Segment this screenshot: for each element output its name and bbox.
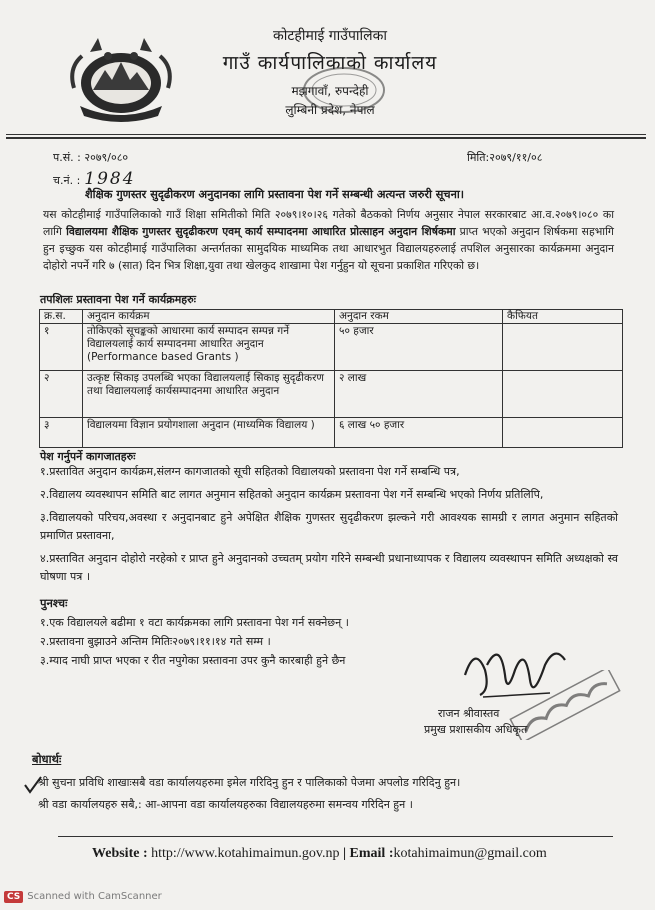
notice-subject: शैक्षिक गुणस्तर सुदृढीकरण अनुदानका लागि प्रस्तावना पेश गर्ने सम्बन्धी अत्यन्त जरुरी सूचना। xyxy=(85,188,465,201)
column-header: कैफियत xyxy=(503,310,623,324)
cc-list xyxy=(38,772,628,816)
letter-date: मिति:२०७९/११/०८ xyxy=(467,151,543,164)
column-header: क्र.स. xyxy=(40,310,83,324)
documents-list xyxy=(40,463,618,591)
cell-amount: २ लाख xyxy=(335,371,503,418)
signatory-title: प्रमुख प्रशासकीय अधिकृत xyxy=(424,723,528,736)
notice-body: यस कोटहीमाई गाउँपालिकाको गाउँ शिक्षा समितीको मिति २०७९।१०।२६ गतेको बैठकको निर्णय अनुसार नेपाल सरकारबाट आ.व.२०७९।०८० का लागि विद्यालयमा शैक्षिक गुणस्तर सुदृढीकरण एवम् कार्य सम्पादनमा आधारित प्रोत्साहन अनुदान शिर्षकमा प्राप्त भएको अनुदान शिर्षकमा सहभागि हुन इच्छुक यस कोटहीमाई गाउँपालिका अन्तर्गतका सामुदयिक माध्यमिक तथा आधारभुत विद्यालयहरुलाई तपशिल अनुसारका कार्यक्रममा अनुदान दोहोरो नपर्ने गरि ७ (सात) दिन भित्र शिक्षा,युवा तथा खेलकुद शाखामा पेश गर्नुहुन यो सूचना प्रकाशित गरिएको छ। xyxy=(43,208,614,272)
postscript-title: पुनश्चः xyxy=(40,596,68,610)
list-item: श्री वडा कार्यालयहरु सबै,: आ-आपना वडा कार्यालयहरुका विद्यालयहरुमा समन्वय गरिदिन हुन । xyxy=(38,798,413,811)
footer-contact: Website : http://www.kotahimaimun.gov.np | Email :kotahimaimun@gmail.com xyxy=(92,846,547,861)
cell-program: तोकिएको सूचङ्कको आधारमा कार्य सम्पादन सम्पन्न गर्ने विद्यालयलाई कार्य सम्पादनमा आधारित अनुदान (Performance based Grants ) xyxy=(83,324,335,371)
website-link[interactable]: http://www.kotahimaimun.gov.np xyxy=(151,846,340,861)
list-item: ४.प्रस्तावित अनुदान दोहोरो नरहेको र प्राप्त हुने अनुदानको उच्चतम् प्रयोग गरिने सम्बन्धी प्रधानाध्यापक र विद्यालय व्यवस्थापन समिति अध्यक्षको स्व घोषणा पत्र । xyxy=(40,552,618,583)
table-title: तपशिलः प्रस्तावना पेश गर्ने कार्यक्रमहरुः xyxy=(40,293,196,306)
cell-remarks xyxy=(503,371,623,418)
dispatch-number: च.नं. : 1984 xyxy=(53,169,136,189)
scanner-watermark: CS Scanned with CamScanner xyxy=(4,891,162,903)
list-item: २.प्रस्तावना बुझाउने अन्तिम मितिः२०७९।११।१४ गते सम्म । xyxy=(40,635,271,648)
cell-program: विद्यालयमा विज्ञान प्रयोगशाला अनुदान (माध्यमिक विद्यालय ) xyxy=(83,418,335,448)
municipality-name: कोटहीमाई गाउँपालिका xyxy=(272,28,388,44)
office-address: मझगावाँ, रुपन्देही xyxy=(291,84,369,98)
grant-programs-table xyxy=(39,309,623,448)
list-item: १.प्रस्तावित अनुदान कार्यक्रम,संलग्न कागजातको सूची सहितको विद्यालयको प्रस्तावना पेश गर्ने सम्बन्धि पत्र, xyxy=(40,465,460,478)
office-stamp-icon xyxy=(300,64,388,116)
column-header: अनुदान कार्यक्रम xyxy=(83,310,335,324)
cell-program: उत्कृष्ट सिकाइ उपलब्धि भएका विद्यालयलाई सिकाइ सुदृढीकरण तथा विद्यालयलाई कार्यसम्पादनमा आधारित अनुदान xyxy=(83,371,335,418)
footer-divider xyxy=(58,836,613,837)
nepal-emblem-icon xyxy=(60,28,182,123)
list-item: २.विद्यालय व्यवस्थापन समिति बाट लागत अनुमान सहितको अनुदान कार्यक्रम प्रस्तावना पेश गर्ने सम्बन्धि भएको निर्णय प्रतिलिपि, xyxy=(40,488,544,501)
list-item: १.एक विद्यालयले बढीमा १ वटा कार्यक्रमका लागि प्रस्तावना पेश गर्न सक्नेछन् । xyxy=(40,616,349,629)
list-item: श्री सुचना प्रविधि शाखाःसबै वडा कार्यालयहरुमा इमेल गरिदिनु हुन र पालिकाको पेजमा अपलोड गरिदिनु हुन। xyxy=(38,776,461,789)
cell-amount: ५० हजार xyxy=(335,324,503,371)
column-header: अनुदान रकम xyxy=(335,310,503,324)
ref-number: प.सं. : २०७९/०८० xyxy=(53,151,129,164)
camscanner-logo-icon: CS xyxy=(4,891,23,903)
header-divider-thick xyxy=(6,137,646,139)
table-row xyxy=(40,418,623,448)
signatory-name: राजन श्रीवास्तव xyxy=(438,707,500,720)
table-row xyxy=(40,371,623,418)
cell-sn: ३ xyxy=(40,418,83,448)
list-item: ३.विद्यालयको परिचय,अवस्था र अनुदानबाट हुने अपेक्षित शैक्षिक गुणस्तर सुदृढीकरण झल्कने गरी आवश्यक सामग्री र लागत अनुमान सहितको प्रमाणित प्रस्तावना, xyxy=(40,511,618,542)
cell-remarks xyxy=(503,418,623,448)
cell-amount: ६ लाख ५० हजार xyxy=(335,418,503,448)
cell-sn: २ xyxy=(40,371,83,418)
cc-title: बोधार्थः xyxy=(32,752,62,766)
header-divider xyxy=(6,134,646,135)
handwritten-dispatch-number: 1984 xyxy=(84,169,136,189)
list-item: ३.म्याद नाघी प्राप्त भएका र रीत नपुगेका प्रस्तावना उपर कुनै कारबाही हुने छैन xyxy=(40,654,346,667)
cell-remarks xyxy=(503,324,623,371)
cell-sn: १ xyxy=(40,324,83,371)
table-row xyxy=(40,324,623,371)
email-link[interactable]: kotahimaimun@gmail.com xyxy=(393,846,547,861)
documents-title: पेश गर्नुपर्ने कागजातहरुः xyxy=(40,450,136,463)
table-header-row xyxy=(40,310,623,324)
office-name: गाउँ कार्यपालिकाको कार्यालय xyxy=(222,52,438,74)
office-province: लुम्बिनी प्रदेश, नेपाल xyxy=(285,103,375,117)
